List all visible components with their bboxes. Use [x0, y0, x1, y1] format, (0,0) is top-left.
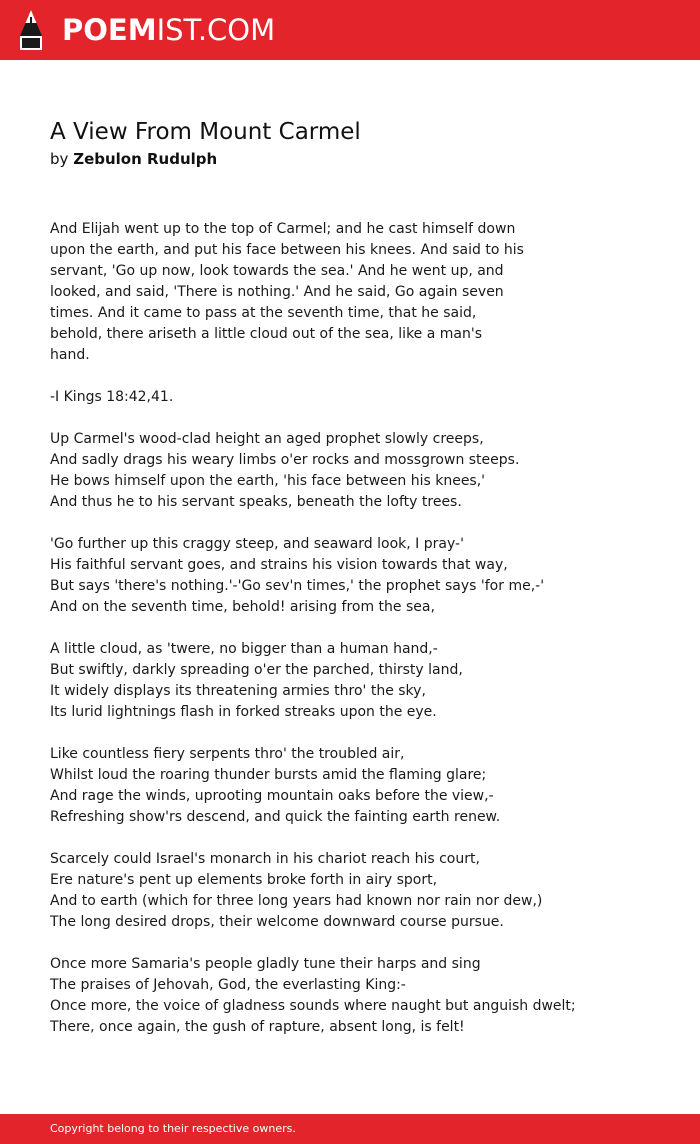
- poem-line: And Elijah went up to the top of Carmel; and he cast himself down: [50, 221, 516, 237]
- poem-line: But says 'there's nothing.'-'Go sev'n times,' the prophet says 'for me,-': [50, 578, 545, 594]
- poem-line: behold, there ariseth a little cloud out of the sea, like a man's: [50, 326, 482, 342]
- site-header: [0, 0, 700, 60]
- poem-line: He bows himself upon the earth, 'his face between his knees,': [50, 473, 486, 489]
- stanza-break: [50, 828, 670, 849]
- poem-line: And sadly drags his weary limbs o'er rocks and mossgrown steeps.: [50, 452, 520, 468]
- by-label: by: [50, 150, 69, 168]
- poem-line: Scarcely could Israel's monarch in his chariot reach his court,: [50, 851, 480, 867]
- site-footer: [0, 1114, 700, 1144]
- site-logo[interactable]: [62, 12, 275, 48]
- stanza-break: [50, 618, 670, 639]
- poem-line: But swiftly, darkly spreading o'er the parched, thirsty land,: [50, 662, 463, 678]
- poem-line: hand.: [50, 347, 90, 363]
- poem-line: Once more, the voice of gladness sounds where naught but anguish dwelt;: [50, 998, 576, 1014]
- logo-text-bold: POEM: [62, 13, 157, 47]
- poem-line: His faithful servant goes, and strains his vision towards that way,: [50, 557, 508, 573]
- logo-text-light: IST.COM: [156, 13, 276, 47]
- poem-line: 'Go further up this craggy steep, and seaward look, I pray-': [50, 536, 464, 552]
- poem-body: [50, 219, 670, 1038]
- poem-line: Up Carmel's wood-clad height an aged prophet slowly creeps,: [50, 431, 484, 447]
- poem-line: Ere nature's pent up elements broke forth in airy sport,: [50, 872, 438, 888]
- poem-line: Like countless fiery serpents thro' the troubled air,: [50, 746, 405, 762]
- stanza-break: [50, 933, 670, 954]
- poem-line: And to earth (which for three long years had known nor rain nor dew,): [50, 893, 543, 909]
- poem-line: Its lurid lightnings flash in forked streaks upon the eye.: [50, 704, 437, 720]
- pen-nib-icon[interactable]: [18, 9, 44, 51]
- poem-line: Whilst loud the roaring thunder bursts amid the flaming glare;: [50, 767, 487, 783]
- stanza-break: [50, 366, 670, 387]
- stanza-break: [50, 513, 670, 534]
- poem-line: times. And it came to pass at the seventh time, that he said,: [50, 305, 477, 321]
- stanza-break: [50, 408, 670, 429]
- poem-line: looked, and said, 'There is nothing.' And he said, Go again seven: [50, 284, 504, 300]
- byline: [50, 148, 217, 170]
- poem-line: servant, 'Go up now, look towards the sea.' And he went up, and: [50, 263, 504, 279]
- poem-title: A View From Mount Carmel: [50, 119, 361, 145]
- poem-line: And thus he to his servant speaks, beneath the lofty trees.: [50, 494, 462, 510]
- poem-line: A little cloud, as 'twere, no bigger than a human hand,-: [50, 641, 438, 657]
- poem-line: upon the earth, and put his face between his knees. And said to his: [50, 242, 524, 258]
- author-name: Zebulon Rudulph: [73, 150, 218, 168]
- poem-line: And rage the winds, uprooting mountain oaks before the view,-: [50, 788, 494, 804]
- poem-line: The long desired drops, their welcome downward course pursue.: [50, 914, 504, 930]
- poem-line: -I Kings 18:42,41.: [50, 389, 174, 405]
- stanza-break: [50, 723, 670, 744]
- poem-line: The praises of Jehovah, God, the everlasting King:-: [50, 977, 406, 993]
- poem-line: Once more Samaria's people gladly tune their harps and sing: [50, 956, 481, 972]
- poem-line: It widely displays its threatening armies thro' the sky,: [50, 683, 426, 699]
- poem-line: There, once again, the gush of rapture, absent long, is felt!: [50, 1019, 465, 1035]
- copyright-notice: Copyright belong to their respective owners.: [50, 1122, 296, 1135]
- poem-line: And on the seventh time, behold! arising from the sea,: [50, 599, 435, 615]
- poem-line: Refreshing show'rs descend, and quick the fainting earth renew.: [50, 809, 501, 825]
